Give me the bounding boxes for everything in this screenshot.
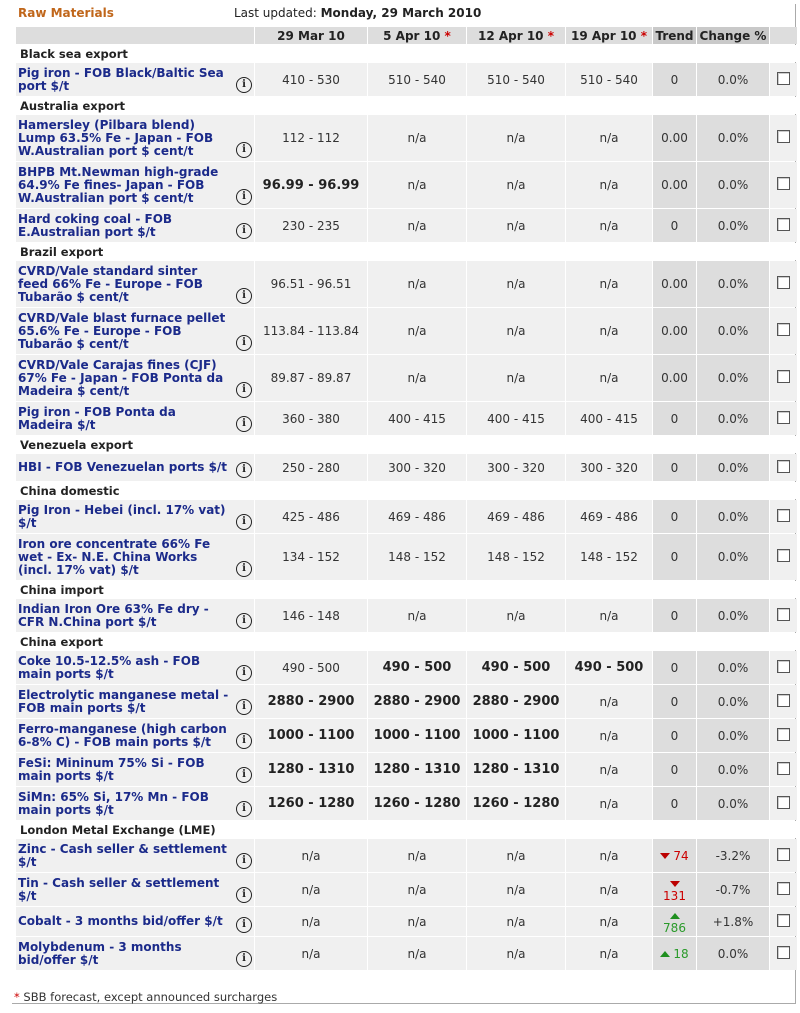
price-cell: 2880 - 2900 bbox=[467, 685, 565, 718]
commodity-name bbox=[16, 355, 254, 401]
table-row bbox=[16, 599, 797, 632]
trend-cell: 0 bbox=[653, 787, 696, 820]
section-header bbox=[16, 436, 797, 453]
price-cell: 96.99 - 96.99 bbox=[255, 162, 367, 208]
price-cell: 1280 - 1310 bbox=[467, 753, 565, 786]
change-cell: 0.0% bbox=[697, 355, 769, 401]
select-cell bbox=[770, 873, 797, 906]
commodity-label: Hamersley (Pilbara blend) Lump 63.5% Fe - Japan - FOB W.Australian port $ cent/t bbox=[18, 117, 214, 158]
select-checkbox[interactable] bbox=[777, 796, 790, 809]
price-cell: n/a bbox=[368, 308, 466, 354]
section-header bbox=[16, 243, 797, 260]
info-icon[interactable]: i bbox=[236, 335, 252, 351]
price-cell: 300 - 320 bbox=[368, 454, 466, 481]
change-cell: 0.0% bbox=[697, 753, 769, 786]
select-checkbox[interactable] bbox=[777, 946, 790, 959]
price-cell: n/a bbox=[255, 937, 367, 970]
change-cell: 0.0% bbox=[697, 63, 769, 96]
table-row bbox=[16, 261, 797, 307]
info-icon[interactable]: i bbox=[236, 382, 252, 398]
info-icon[interactable]: i bbox=[236, 665, 252, 681]
price-cell: 300 - 320 bbox=[566, 454, 652, 481]
commodity-label: Pig Iron - Hebei (incl. 17% vat) $/t bbox=[18, 502, 226, 530]
trend-cell: 0 bbox=[653, 685, 696, 718]
last-updated-date: Monday, 29 March 2010 bbox=[320, 6, 482, 20]
trend-cell bbox=[653, 907, 696, 936]
select-checkbox[interactable] bbox=[777, 177, 790, 190]
change-cell: 0.0% bbox=[697, 402, 769, 435]
table-row bbox=[16, 63, 797, 96]
price-cell: n/a bbox=[467, 937, 565, 970]
price-cell: 89.87 - 89.87 bbox=[255, 355, 367, 401]
section-title: Venezuela export bbox=[16, 436, 797, 453]
price-cell: n/a bbox=[566, 308, 652, 354]
change-cell: 0.0% bbox=[697, 685, 769, 718]
trend-up-icon bbox=[660, 951, 670, 957]
price-cell: n/a bbox=[566, 753, 652, 786]
table-row bbox=[16, 454, 797, 481]
select-cell bbox=[770, 115, 797, 161]
commodity-name bbox=[16, 787, 254, 820]
price-cell: 1260 - 1280 bbox=[255, 787, 367, 820]
price-table bbox=[15, 26, 798, 971]
price-cell: 112 - 112 bbox=[255, 115, 367, 161]
price-cell: n/a bbox=[255, 839, 367, 872]
price-cell: n/a bbox=[467, 115, 565, 161]
price-cell: n/a bbox=[368, 115, 466, 161]
select-checkbox[interactable] bbox=[777, 728, 790, 741]
commodity-label: Pig iron - FOB Black/Baltic Sea port $/t bbox=[18, 65, 224, 93]
section-title: London Metal Exchange (LME) bbox=[16, 821, 797, 838]
price-cell: 510 - 540 bbox=[467, 63, 565, 96]
commodity-name bbox=[16, 454, 254, 481]
price-cell: 469 - 486 bbox=[368, 500, 466, 533]
select-cell bbox=[770, 839, 797, 872]
price-cell: n/a bbox=[566, 209, 652, 242]
table-row bbox=[16, 907, 797, 936]
section-header bbox=[16, 97, 797, 114]
section-title: Australia export bbox=[16, 97, 797, 114]
trend-cell: 0 bbox=[653, 719, 696, 752]
change-cell: 0.0% bbox=[697, 500, 769, 533]
trend-value: 131 bbox=[663, 888, 686, 903]
panel-title: Raw Materials bbox=[18, 6, 114, 20]
commodity-name bbox=[16, 500, 254, 533]
price-cell: 2880 - 2900 bbox=[368, 685, 466, 718]
price-cell: 230 - 235 bbox=[255, 209, 367, 242]
select-checkbox[interactable] bbox=[777, 914, 790, 927]
table-row bbox=[16, 685, 797, 718]
table-row bbox=[16, 162, 797, 208]
commodity-label: Indian Iron Ore 63% Fe dry - CFR N.China port $/t bbox=[18, 601, 209, 629]
select-cell bbox=[770, 937, 797, 970]
price-cell: 148 - 152 bbox=[566, 534, 652, 580]
table-row bbox=[16, 937, 797, 970]
select-cell bbox=[770, 651, 797, 684]
table-row bbox=[16, 873, 797, 906]
price-cell: n/a bbox=[467, 599, 565, 632]
info-icon[interactable]: i bbox=[236, 733, 252, 749]
col-header-5-apr: 5 Apr 10 * bbox=[368, 27, 466, 44]
select-cell bbox=[770, 308, 797, 354]
trend-cell: 0.00 bbox=[653, 355, 696, 401]
price-cell: 1000 - 1100 bbox=[255, 719, 367, 752]
price-cell: n/a bbox=[368, 261, 466, 307]
change-cell: 0.0% bbox=[697, 162, 769, 208]
commodity-label: Coke 10.5-12.5% ash - FOB main ports $/t bbox=[18, 653, 201, 681]
commodity-label: SiMn: 65% Si, 17% Mn - FOB main ports $/t bbox=[18, 789, 209, 817]
info-icon[interactable]: i bbox=[236, 801, 252, 817]
table-row bbox=[16, 500, 797, 533]
trend-cell: 0 bbox=[653, 454, 696, 481]
price-cell: 490 - 500 bbox=[566, 651, 652, 684]
commodity-label: FeSi: Mininum 75% Si - FOB main ports $/t bbox=[18, 755, 205, 783]
commodity-label: Cobalt - 3 months bid/offer $/t bbox=[18, 914, 223, 928]
change-cell: +1.8% bbox=[697, 907, 769, 936]
select-checkbox[interactable] bbox=[777, 762, 790, 775]
price-cell: 469 - 486 bbox=[467, 500, 565, 533]
trend-cell: 0 bbox=[653, 500, 696, 533]
commodity-name bbox=[16, 209, 254, 242]
price-cell: n/a bbox=[566, 261, 652, 307]
price-cell: n/a bbox=[255, 873, 367, 906]
commodity-name bbox=[16, 907, 254, 936]
select-cell bbox=[770, 162, 797, 208]
trend-down-icon bbox=[670, 881, 680, 887]
price-cell: 490 - 500 bbox=[467, 651, 565, 684]
trend-cell: 0 bbox=[653, 753, 696, 786]
table-row bbox=[16, 719, 797, 752]
commodity-name bbox=[16, 937, 254, 970]
info-icon[interactable]: i bbox=[236, 223, 252, 239]
commodity-label: Hard coking coal - FOB E.Australian port $/t bbox=[18, 211, 173, 239]
commodity-name bbox=[16, 308, 254, 354]
price-cell: n/a bbox=[255, 907, 367, 936]
select-cell bbox=[770, 534, 797, 580]
table-row bbox=[16, 209, 797, 242]
price-cell: 1000 - 1100 bbox=[368, 719, 466, 752]
price-cell: 250 - 280 bbox=[255, 454, 367, 481]
section-header bbox=[16, 482, 797, 499]
table-row bbox=[16, 839, 797, 872]
commodity-name bbox=[16, 651, 254, 684]
price-cell: n/a bbox=[368, 162, 466, 208]
change-cell: 0.0% bbox=[697, 719, 769, 752]
section-title: China import bbox=[16, 581, 797, 598]
change-cell: -3.2% bbox=[697, 839, 769, 872]
info-icon[interactable]: i bbox=[236, 561, 252, 577]
header-blank bbox=[16, 27, 254, 44]
table-row bbox=[16, 787, 797, 820]
price-cell: n/a bbox=[368, 355, 466, 401]
select-cell bbox=[770, 500, 797, 533]
price-cell: n/a bbox=[368, 599, 466, 632]
price-cell: n/a bbox=[467, 355, 565, 401]
commodity-label: CVRD/Vale Carajas fines (CJF) 67% Fe - Japan - FOB Ponta da Madeira $ cent/t bbox=[18, 357, 224, 398]
commodity-label: HBI - FOB Venezuelan ports $/t bbox=[18, 460, 228, 474]
section-title: China domestic bbox=[16, 482, 797, 499]
commodity-label: Pig iron - FOB Ponta da Madeira $/t bbox=[18, 404, 176, 432]
section-header bbox=[16, 581, 797, 598]
price-cell: 1280 - 1310 bbox=[255, 753, 367, 786]
info-icon[interactable]: i bbox=[236, 699, 252, 715]
price-cell: 360 - 380 bbox=[255, 402, 367, 435]
col-header-19-apr: 19 Apr 10 * bbox=[566, 27, 652, 44]
col-header-trend: Trend bbox=[653, 27, 696, 44]
commodity-name bbox=[16, 753, 254, 786]
commodity-label: Iron ore concentrate 66% Fe wet - Ex- N.E. China Works (incl. 17% vat) $/t bbox=[18, 536, 211, 577]
trend-cell: 0 bbox=[653, 651, 696, 684]
price-cell: 113.84 - 113.84 bbox=[255, 308, 367, 354]
price-cell: n/a bbox=[467, 308, 565, 354]
price-cell: n/a bbox=[566, 355, 652, 401]
commodity-name bbox=[16, 63, 254, 96]
select-checkbox[interactable] bbox=[777, 460, 790, 473]
table-row bbox=[16, 402, 797, 435]
select-checkbox[interactable] bbox=[777, 370, 790, 383]
change-cell: -0.7% bbox=[697, 873, 769, 906]
price-cell: 1260 - 1280 bbox=[368, 787, 466, 820]
price-cell: 490 - 500 bbox=[255, 651, 367, 684]
price-cell: 469 - 486 bbox=[566, 500, 652, 533]
select-checkbox[interactable] bbox=[777, 694, 790, 707]
select-checkbox[interactable] bbox=[777, 276, 790, 289]
select-checkbox[interactable] bbox=[777, 411, 790, 424]
select-cell bbox=[770, 599, 797, 632]
raw-materials-panel bbox=[12, 4, 796, 1004]
section-title: Black sea export bbox=[16, 45, 797, 62]
price-cell: 1000 - 1100 bbox=[467, 719, 565, 752]
trend-cell bbox=[653, 839, 696, 872]
trend-value: 786 bbox=[663, 920, 686, 935]
price-cell: 425 - 486 bbox=[255, 500, 367, 533]
price-cell: 148 - 152 bbox=[368, 534, 466, 580]
info-icon[interactable]: i bbox=[236, 514, 252, 530]
panel-header bbox=[12, 4, 796, 24]
table-row bbox=[16, 308, 797, 354]
commodity-name bbox=[16, 261, 254, 307]
select-cell bbox=[770, 685, 797, 718]
price-cell: n/a bbox=[467, 209, 565, 242]
col-header-29-mar: 29 Mar 10 bbox=[255, 27, 367, 44]
info-icon[interactable]: i bbox=[236, 288, 252, 304]
info-icon[interactable]: i bbox=[236, 951, 252, 967]
header-row bbox=[16, 27, 797, 44]
price-cell: n/a bbox=[368, 907, 466, 936]
change-cell: 0.0% bbox=[697, 261, 769, 307]
price-cell: 300 - 320 bbox=[467, 454, 565, 481]
commodity-name bbox=[16, 685, 254, 718]
price-cell: n/a bbox=[467, 907, 565, 936]
price-cell: n/a bbox=[566, 685, 652, 718]
info-icon[interactable]: i bbox=[236, 189, 252, 205]
select-checkbox[interactable] bbox=[777, 882, 790, 895]
info-icon[interactable]: i bbox=[236, 887, 252, 903]
price-cell: n/a bbox=[467, 162, 565, 208]
commodity-name bbox=[16, 599, 254, 632]
select-checkbox[interactable] bbox=[777, 72, 790, 85]
select-checkbox[interactable] bbox=[777, 509, 790, 522]
change-cell: 0.0% bbox=[697, 454, 769, 481]
price-cell: 2880 - 2900 bbox=[255, 685, 367, 718]
change-cell: 0.0% bbox=[697, 599, 769, 632]
commodity-name bbox=[16, 402, 254, 435]
commodity-label: BHPB Mt.Newman high-grade 64.9% Fe fines- Japan - FOB W.Australian port $ cent/t bbox=[18, 164, 219, 205]
trend-down-icon bbox=[660, 853, 670, 859]
trend-cell: 0 bbox=[653, 63, 696, 96]
select-cell bbox=[770, 719, 797, 752]
select-cell bbox=[770, 402, 797, 435]
info-icon[interactable]: i bbox=[236, 77, 252, 93]
commodity-name bbox=[16, 534, 254, 580]
commodity-label: CVRD/Vale blast furnace pellet 65.6% Fe - Europe - FOB Tubarão $ cent/t bbox=[18, 310, 226, 351]
table-row bbox=[16, 534, 797, 580]
change-cell: 0.0% bbox=[697, 115, 769, 161]
commodity-label: Ferro-manganese (high carbon 6-8% C) - FOB main ports $/t bbox=[18, 721, 227, 749]
trend-cell bbox=[653, 937, 696, 970]
price-cell: n/a bbox=[566, 907, 652, 936]
col-header-12-apr: 12 Apr 10 * bbox=[467, 27, 565, 44]
last-updated bbox=[234, 6, 481, 20]
last-updated-label: Last updated: bbox=[234, 6, 317, 20]
price-cell: n/a bbox=[566, 839, 652, 872]
price-cell: 510 - 540 bbox=[368, 63, 466, 96]
section-title: Brazil export bbox=[16, 243, 797, 260]
price-cell: n/a bbox=[467, 261, 565, 307]
commodity-name bbox=[16, 719, 254, 752]
select-cell bbox=[770, 753, 797, 786]
price-cell: 400 - 415 bbox=[467, 402, 565, 435]
price-cell: n/a bbox=[566, 599, 652, 632]
price-cell: 510 - 540 bbox=[566, 63, 652, 96]
change-cell: 0.0% bbox=[697, 209, 769, 242]
select-checkbox[interactable] bbox=[777, 848, 790, 861]
change-cell: 0.0% bbox=[697, 937, 769, 970]
price-cell: 148 - 152 bbox=[467, 534, 565, 580]
select-checkbox[interactable] bbox=[777, 660, 790, 673]
table-row bbox=[16, 651, 797, 684]
select-checkbox[interactable] bbox=[777, 549, 790, 562]
commodity-name bbox=[16, 162, 254, 208]
change-cell: 0.0% bbox=[697, 651, 769, 684]
info-icon[interactable]: i bbox=[236, 142, 252, 158]
price-cell: 134 - 152 bbox=[255, 534, 367, 580]
info-icon[interactable]: i bbox=[236, 613, 252, 629]
select-checkbox[interactable] bbox=[777, 323, 790, 336]
select-cell bbox=[770, 63, 797, 96]
change-cell: 0.0% bbox=[697, 787, 769, 820]
select-cell bbox=[770, 454, 797, 481]
table-row bbox=[16, 115, 797, 161]
select-cell bbox=[770, 209, 797, 242]
trend-up-icon bbox=[670, 913, 680, 919]
section-header bbox=[16, 633, 797, 650]
select-cell bbox=[770, 787, 797, 820]
change-cell: 0.0% bbox=[697, 308, 769, 354]
change-cell: 0.0% bbox=[697, 534, 769, 580]
commodity-label: Zinc - Cash seller & settlement $/t bbox=[18, 841, 227, 869]
price-cell: 490 - 500 bbox=[368, 651, 466, 684]
price-cell: n/a bbox=[566, 719, 652, 752]
select-checkbox[interactable] bbox=[777, 130, 790, 143]
footnote: * SBB forecast, except announced surcharges bbox=[14, 990, 278, 1004]
select-cell bbox=[770, 355, 797, 401]
commodity-name bbox=[16, 873, 254, 906]
info-icon[interactable]: i bbox=[236, 853, 252, 869]
price-cell: 1280 - 1310 bbox=[368, 753, 466, 786]
price-cell: n/a bbox=[566, 937, 652, 970]
section-header bbox=[16, 45, 797, 62]
footnote-text: SBB forecast, except announced surcharges bbox=[23, 990, 278, 1004]
trend-cell: 0 bbox=[653, 534, 696, 580]
info-icon[interactable]: i bbox=[236, 767, 252, 783]
select-cell bbox=[770, 907, 797, 936]
col-header-select bbox=[770, 27, 797, 44]
trend-cell: 0 bbox=[653, 599, 696, 632]
table-row bbox=[16, 753, 797, 786]
commodity-label: Electrolytic manganese metal - FOB main ports $/t bbox=[18, 687, 229, 715]
commodity-label: CVRD/Vale standard sinter feed 66% Fe - Europe - FOB Tubarão $ cent/t bbox=[18, 263, 203, 304]
price-cell: n/a bbox=[566, 162, 652, 208]
price-cell: n/a bbox=[368, 873, 466, 906]
col-header-change: Change % bbox=[697, 27, 769, 44]
price-cell: 400 - 415 bbox=[566, 402, 652, 435]
table-row bbox=[16, 355, 797, 401]
trend-cell: 0.00 bbox=[653, 261, 696, 307]
trend-value: 18 bbox=[673, 946, 689, 961]
price-cell: n/a bbox=[566, 873, 652, 906]
trend-cell: 0 bbox=[653, 402, 696, 435]
commodity-name bbox=[16, 839, 254, 872]
price-cell: 410 - 530 bbox=[255, 63, 367, 96]
select-checkbox[interactable] bbox=[777, 608, 790, 621]
price-cell: n/a bbox=[467, 873, 565, 906]
price-cell: 400 - 415 bbox=[368, 402, 466, 435]
trend-cell bbox=[653, 873, 696, 906]
info-icon[interactable]: i bbox=[236, 917, 252, 933]
price-cell: n/a bbox=[566, 787, 652, 820]
section-title: China export bbox=[16, 633, 797, 650]
price-cell: n/a bbox=[467, 839, 565, 872]
price-cell: n/a bbox=[368, 209, 466, 242]
trend-cell: 0.00 bbox=[653, 162, 696, 208]
price-cell: 146 - 148 bbox=[255, 599, 367, 632]
info-icon[interactable]: i bbox=[236, 416, 252, 432]
price-cell: n/a bbox=[368, 937, 466, 970]
price-cell: 1260 - 1280 bbox=[467, 787, 565, 820]
commodity-label: Molybdenum - 3 months bid/offer $/t bbox=[18, 939, 182, 967]
price-cell: n/a bbox=[566, 115, 652, 161]
price-cell: 96.51 - 96.51 bbox=[255, 261, 367, 307]
trend-cell: 0.00 bbox=[653, 115, 696, 161]
commodity-label: Tin - Cash seller & settlement $/t bbox=[18, 875, 220, 903]
trend-cell: 0.00 bbox=[653, 308, 696, 354]
price-cell: n/a bbox=[368, 839, 466, 872]
trend-value: 74 bbox=[673, 848, 689, 863]
select-checkbox[interactable] bbox=[777, 218, 790, 231]
trend-cell: 0 bbox=[653, 209, 696, 242]
commodity-name bbox=[16, 115, 254, 161]
select-cell bbox=[770, 261, 797, 307]
section-header bbox=[16, 821, 797, 838]
info-icon[interactable]: i bbox=[236, 462, 252, 478]
